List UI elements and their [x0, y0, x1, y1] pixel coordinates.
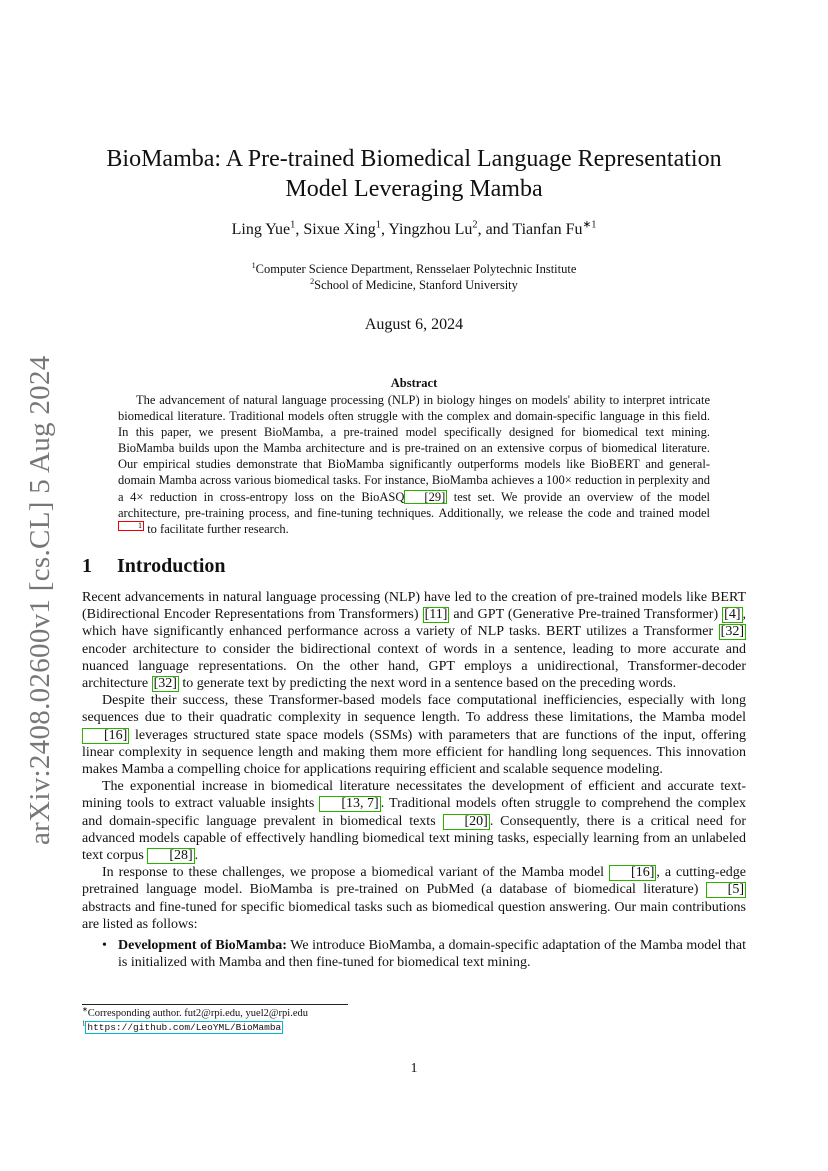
citation-link[interactable]: [4]: [724, 607, 741, 623]
text-segment: The exponential increase in biomedical literature necessitates the development of efficient and accurate text-mining tools to extract valuable insights: [82, 779, 746, 812]
author-affiliation-mark: 2: [472, 219, 478, 231]
citation-link[interactable]: [28]: [147, 848, 194, 864]
bullet-text: We introduce BioMamba, a domain-specific adaptation of the Mamba model that is initialized with Mamba and then fine-tuned for biomedical text mining.: [118, 938, 746, 971]
footnote-mark: ∗: [82, 1006, 88, 1014]
citation-link[interactable]: [29]: [404, 490, 447, 505]
citation-link[interactable]: [32]: [720, 624, 744, 640]
text-segment: leverages structured state space models (SSMs) with parameters that are functions of the input, offering linear complexity in sequence length and making them more efficient for handling long sequences. This innovation makes Mamba a compelling choice for applications requiring efficient and scalable sequence modeling.: [82, 727, 746, 778]
author-name: Sixue Xing: [303, 221, 376, 238]
abstract-segment: to facilitate further research.: [144, 521, 289, 536]
github-url-link[interactable]: https://github.com/LeoYML/BioMamba: [87, 1022, 282, 1033]
citation-link[interactable]: [5]: [706, 882, 746, 898]
paragraph: [82, 778, 746, 864]
author-name: Ling Yue: [231, 221, 291, 238]
affiliation-mark: 2: [310, 276, 315, 286]
citation-link[interactable]: [20]: [443, 814, 490, 830]
abstract-segment: test set. We provide an overview of the model architecture, pre-training process, and fine-tuning techniques. Additionally, we release the code and trained model: [118, 489, 711, 520]
paper-title: [80, 144, 748, 204]
publication-date: August 6, 2024: [364, 316, 464, 333]
text-segment: Recent advancements in natural language processing (NLP) have led to the creation of pre-trained models like BERT (Bidirectional Encoder Representations from Transformers): [82, 590, 746, 623]
footnote-corresponding-author: [82, 1007, 746, 1021]
text-segment: .: [194, 848, 199, 864]
author-affiliation-mark: 1: [290, 219, 296, 231]
author-separator: ,: [380, 221, 389, 238]
text-segment: encoder architecture to consider the bidirectional context of words in a sentence, leading to more accurate and nuanced language representations. On the other hand, GPT employs a unidirectional, Transformer-decoder architecture: [82, 641, 746, 692]
citation-link[interactable]: [16]: [609, 865, 656, 881]
list-item: [82, 937, 746, 971]
paragraph: [82, 692, 746, 778]
footnote-divider: [82, 1004, 348, 1005]
contribution-list: [82, 937, 746, 971]
citation-link[interactable]: [16]: [82, 728, 129, 744]
text-segment: to generate text by predicting the next word in a sentence based on the preceding words.: [178, 676, 677, 692]
footnote-code-link: [82, 1021, 746, 1035]
affiliation-list: [80, 261, 748, 293]
affiliation-text: Computer Science Department, Rensselaer Polytechnic Institute: [255, 262, 577, 276]
section-heading-introduction: [82, 555, 226, 578]
paragraph: [82, 864, 746, 933]
arxiv-identifier-stamp: arXiv:2408.02600v1 [cs.CL] 5 Aug 2024: [24, 355, 56, 845]
footnote-text: Corresponding author. fut2@rpi.edu, yuel2@rpi.edu: [87, 1008, 308, 1019]
text-segment: . Traditional models often struggle to comprehend the complex and domain-specific language prevalent in biomedical texts: [82, 796, 746, 829]
bullet-bold-lead: Development of BioMamba:: [118, 938, 287, 954]
footnote-mark: 1: [82, 1020, 86, 1028]
text-segment: abstracts and fine-tuned for specific biomedical tasks such as biomedical question answering. Our main contributions are listed as follows:: [82, 899, 746, 932]
author-affiliation-mark: ∗1: [582, 219, 597, 231]
text-segment: . Consequently, there is a critical need for advanced models capable of effectively handling biomedical text mining tasks, especially learning from an unlabeled text corpus: [82, 813, 747, 864]
affiliation-mark: 1: [251, 260, 256, 270]
section-number: 1: [82, 555, 92, 577]
text-segment: , a cutting-edge pretrained language model. BioMamba is pre-trained on PubMed (a database of biomedical literature): [82, 865, 747, 898]
author-name: Yingzhou Lu: [388, 221, 473, 238]
citation-link[interactable]: [32]: [153, 676, 177, 692]
footnotes: [82, 1007, 746, 1035]
page-number: 1: [410, 1061, 418, 1076]
citation-link[interactable]: [11]: [424, 607, 448, 623]
paragraph: [82, 589, 746, 692]
abstract-text: [118, 392, 710, 537]
abstract-heading: Abstract: [390, 376, 438, 390]
affiliation-line: [80, 261, 748, 277]
text-segment: Despite their success, these Transformer-based models face computational inefficiencies, especially with long sequences due to their quadratic complexity in sequence length. To address these limitations, the Mamba model: [82, 693, 746, 726]
bullet-icon: •: [102, 938, 107, 954]
affiliation-text: School of Medicine, Stanford University: [314, 278, 518, 292]
text-segment: and GPT (Generative Pre-trained Transformer): [449, 607, 723, 623]
title-line-1: BioMamba: A Pre-trained Biomedical Language Representation: [106, 146, 722, 172]
affiliation-line: [80, 277, 748, 293]
author-list: [80, 221, 748, 239]
section-title: Introduction: [117, 555, 226, 577]
author-separator: , and: [477, 221, 513, 238]
title-line-2: Model Leveraging Mamba: [285, 176, 543, 202]
footnote-link[interactable]: 1: [118, 521, 144, 531]
author-name: Tianfan Fu: [512, 221, 583, 238]
text-segment: , which have significantly enhanced performance across a variety of NLP tasks. BERT utilizes a Transformer: [82, 607, 746, 640]
text-segment: In response to these challenges, we propose a biomedical variant of the Mamba model: [102, 865, 610, 881]
citation-link[interactable]: [13, 7]: [319, 796, 380, 812]
introduction-body: [82, 589, 746, 971]
abstract-segment: The advancement of natural language processing (NLP) in biology hinges on models' ability to interpret intricate biomedical literature. Traditional models often struggle with the complex and domain-specific language in this field. In this paper, we present BioMamba, a pre-trained model specifically designed for biomedical text mining. BioMamba builds upon the Mamba architecture and is pre-trained on an extensive corpus of biomedical literature. Our empirical studies demonstrate that BioMamba significantly outperforms models like BioBERT and general-domain Mamba across various biomedical tasks. For instance, BioMamba achieves a 100× reduction in perplexity and a 4× reduction in cross-entropy loss on the BioASQ: [118, 393, 710, 504]
author-affiliation-mark: 1: [375, 219, 381, 231]
author-separator: ,: [295, 221, 304, 238]
